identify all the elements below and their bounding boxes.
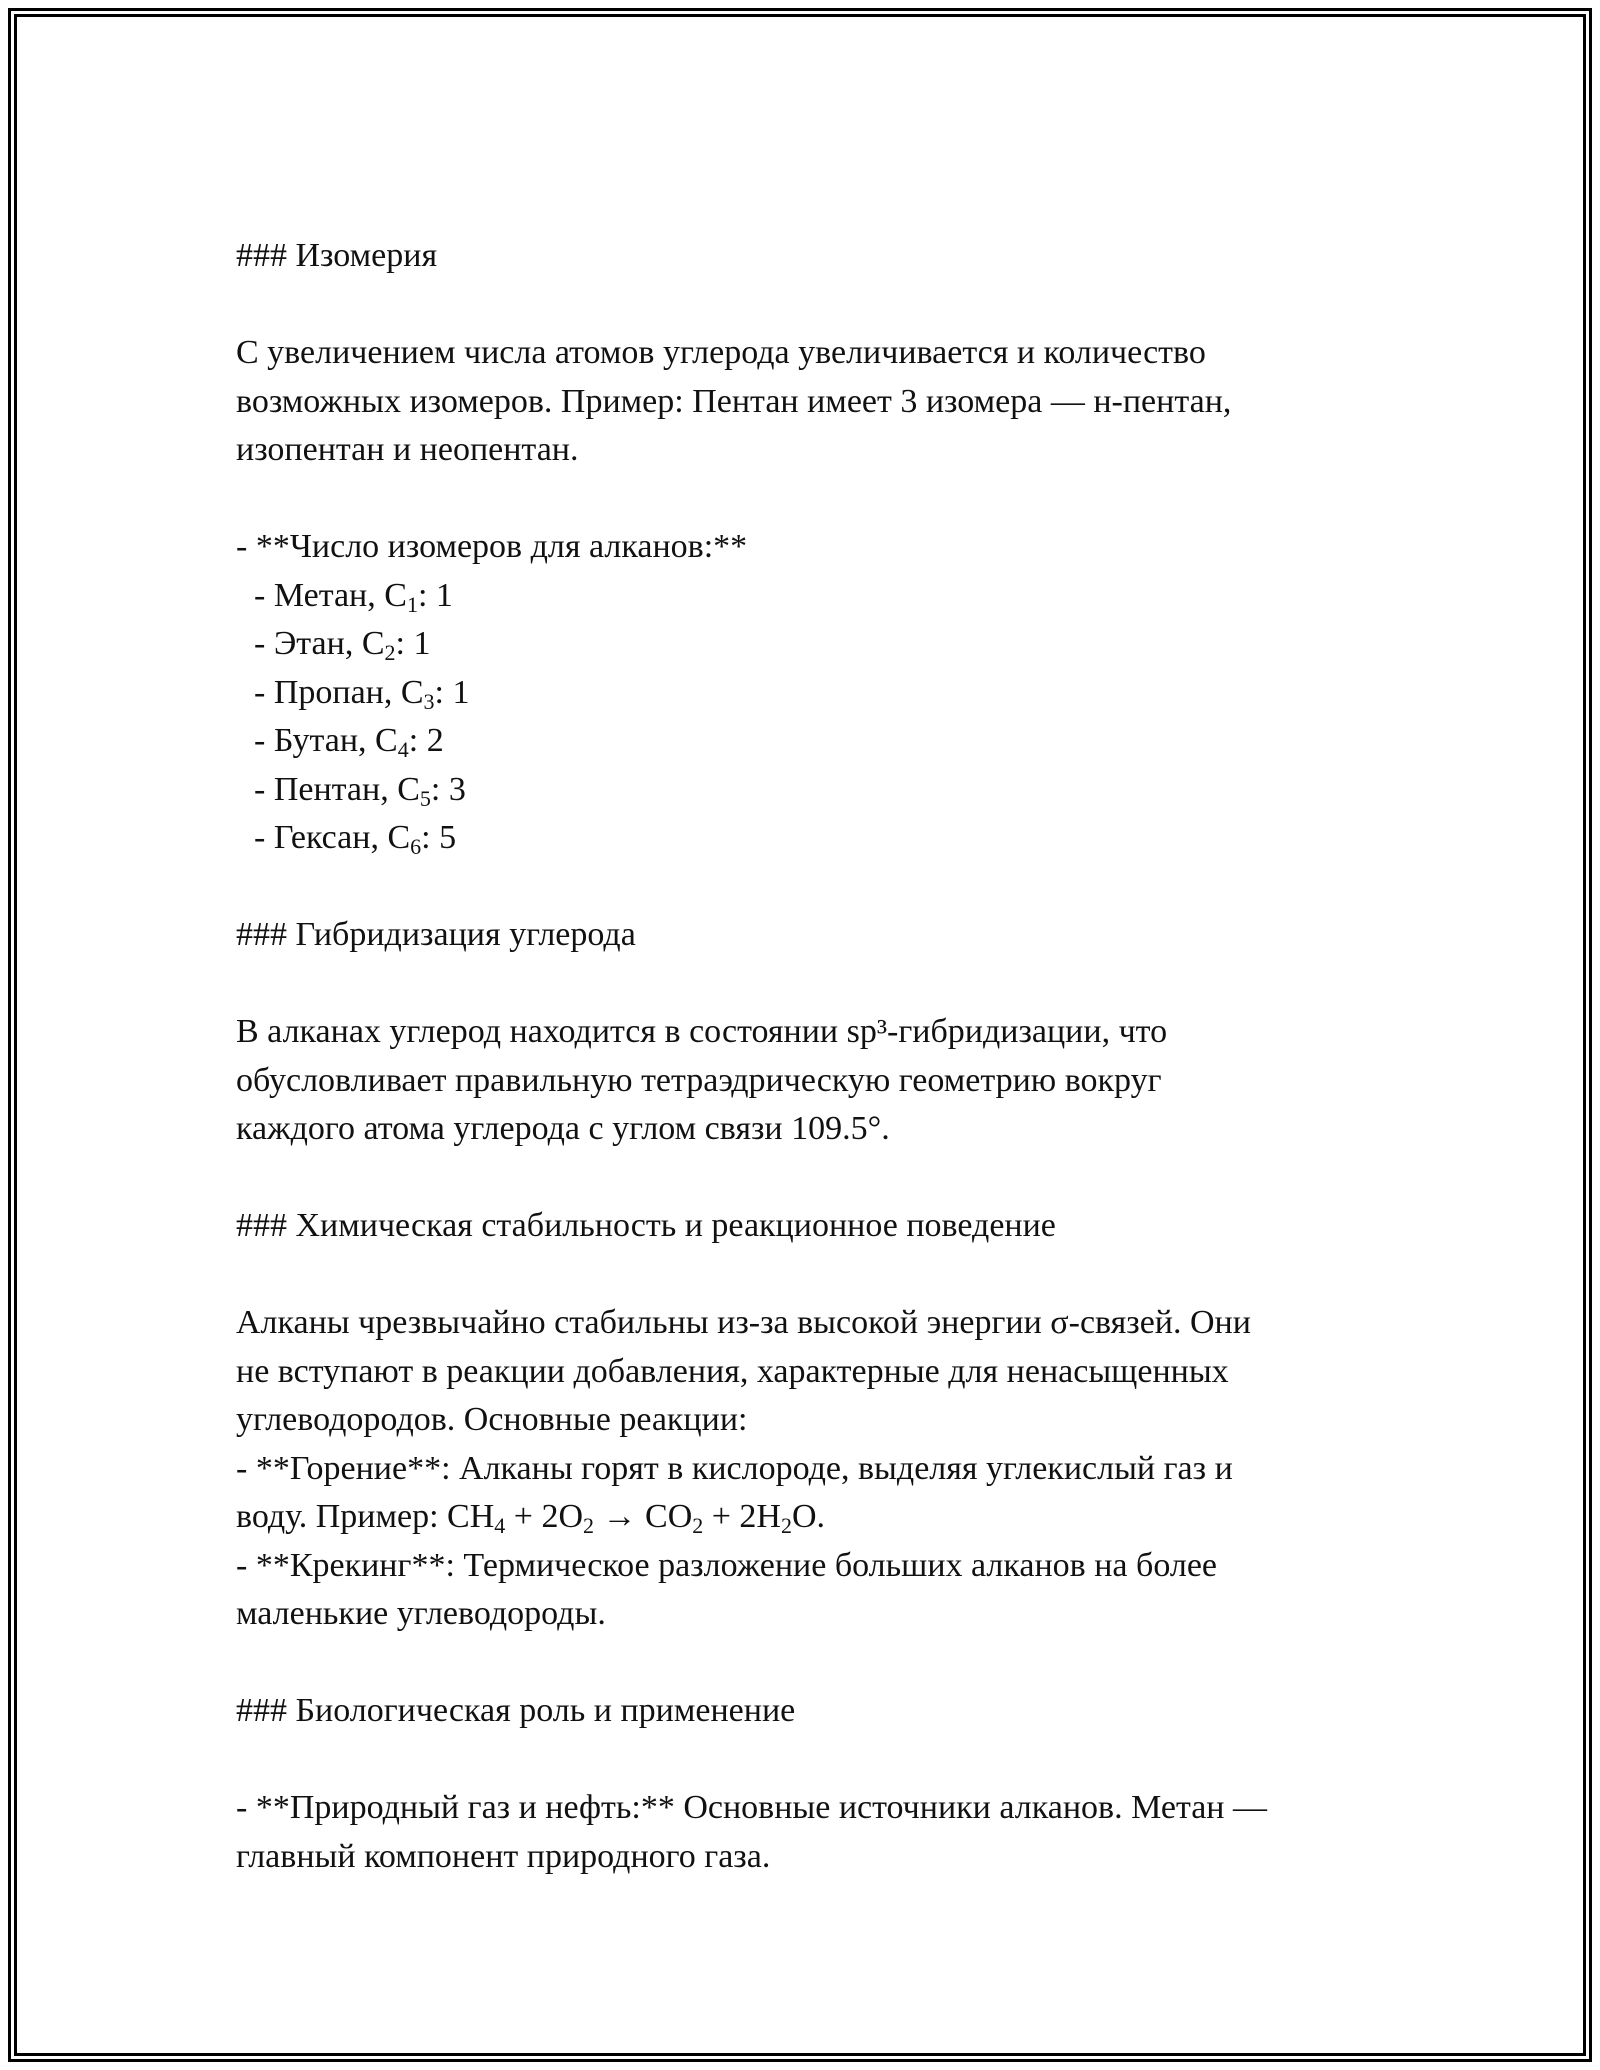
hybridization-para-line: обусловливает правильную тетраэдрическую геометрию вокруг xyxy=(236,1061,1162,1099)
cracking-line: маленькие углеводороды. xyxy=(236,1595,606,1632)
cracking-line: - **Крекинг**: Термическое разложение больших алканов на более xyxy=(236,1546,1218,1584)
heading-biology: ### Биологическая роль и применение xyxy=(236,1692,796,1729)
hybridization-para-line: каждого атома углерода с углом связи 109.5°. xyxy=(236,1110,890,1147)
isomer-list-title: - **Число изомеров для алканов:** xyxy=(236,528,748,565)
list-item: - Пентан, $C_5$: 3 xyxy=(254,770,466,811)
isomery-para-line: изопентан и неопентан. xyxy=(236,431,579,468)
stability-para-line: углеводородов. Основные реакции: xyxy=(236,1401,748,1438)
heading-hybridization: ### Гибридизация углерода xyxy=(236,916,636,953)
document-body xyxy=(236,232,1366,1881)
biology-para-line: главный компонент природного газа. xyxy=(236,1837,771,1875)
stability-para-line: Алканы чрезвычайно стабильны из-за высокой энергии σ-связей. Они xyxy=(236,1304,1251,1341)
list-item: - Пропан, $C_3$: 1 xyxy=(254,673,470,714)
stability-para-line: - **Горение**: Алканы горят в кислороде, выделяя углекислый газ и xyxy=(236,1449,1233,1487)
isomery-para-line: возможных изомеров. Пример: Пентан имеет 3 изомера — н-пентан, xyxy=(236,382,1232,420)
stability-para-line: не вступают в реакции добавления, характерные для ненасыщенных xyxy=(236,1352,1229,1390)
heading-isomery: ### Изомерия xyxy=(236,237,438,274)
biology-para-line: - **Природный газ и нефть:** Основные источники алканов. Метан — xyxy=(236,1789,1268,1826)
isomery-para-line: С увеличением числа атомов углерода увеличивается и количество xyxy=(236,334,1206,371)
list-item: - Бутан, $C_4$: 2 xyxy=(254,722,444,762)
list-item: - Этан, $C_2$: 1 xyxy=(254,625,431,665)
hybridization-para-line: В алканах углерод находится в состоянии sp³-гибридизации, что xyxy=(236,1013,1168,1050)
list-item: - Гексан, $C_6$: 5 xyxy=(254,819,457,859)
heading-stability: ### Химическая стабильность и реакционное поведение xyxy=(236,1207,1056,1244)
list-item: - Метан, $C_1$: 1 xyxy=(254,576,453,617)
combustion-equation: воду. Пример: $CH_4 + 2O_2 \to CO_2 + 2H_2O$. xyxy=(236,1498,826,1538)
